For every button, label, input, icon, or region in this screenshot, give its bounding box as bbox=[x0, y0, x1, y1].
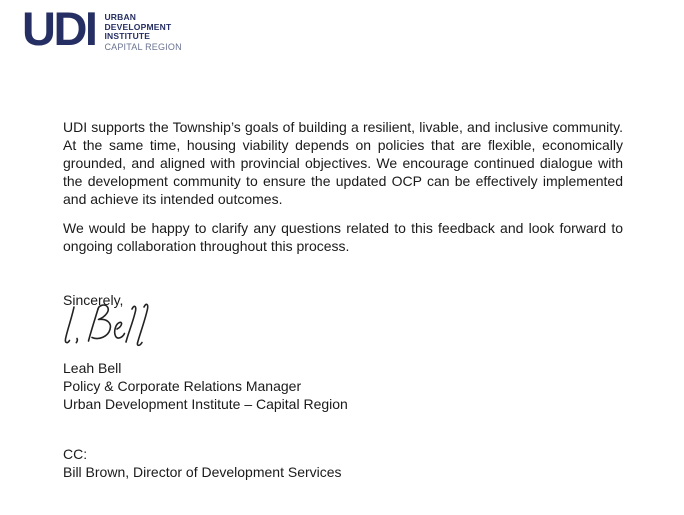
udi-logo-wordmark bbox=[104, 13, 181, 52]
logo-wordmark-line-capital-region: CAPITAL REGION bbox=[104, 42, 182, 53]
signer-name: Leah Bell bbox=[63, 360, 122, 376]
signer-title: Policy & Corporate Relations Manager bbox=[63, 378, 302, 394]
udi-logo-acronym: UDI bbox=[22, 2, 96, 55]
logo-wordmark-line-institute: INSTITUTE bbox=[104, 31, 151, 42]
cc-label: CC: bbox=[63, 446, 88, 462]
cc-block bbox=[63, 445, 623, 481]
letter-closing: Sincerely, bbox=[63, 292, 124, 308]
letter-paragraph-clarify: We would be happy to clarify any questions related to this feedback and look forward to ongoing collaboration throughout this process. bbox=[63, 220, 623, 254]
signer-block bbox=[63, 359, 623, 413]
logo-wordmark-line-development: DEVELOPMENT bbox=[104, 21, 172, 32]
signer-organization: Urban Development Institute – Capital Region bbox=[63, 396, 348, 412]
signature-image bbox=[60, 301, 178, 353]
letter-paragraph-support: UDI supports the Township’s goals of building a resilient, livable, and inclusive community. At the same time, housing viability depends on policies that are flexible, economically grounded, and aligned with provincial objectives. We encourage continued dialogue with the development community to ensure the updated OCP can be effectively implemented and achieve its intended outcomes. bbox=[63, 119, 623, 207]
udi-logo bbox=[22, 2, 182, 55]
logo-wordmark-line-urban: URBAN bbox=[104, 12, 137, 22]
cc-recipient: Bill Brown, Director of Development Services bbox=[63, 464, 342, 480]
signature-lbell-icon bbox=[60, 301, 178, 353]
